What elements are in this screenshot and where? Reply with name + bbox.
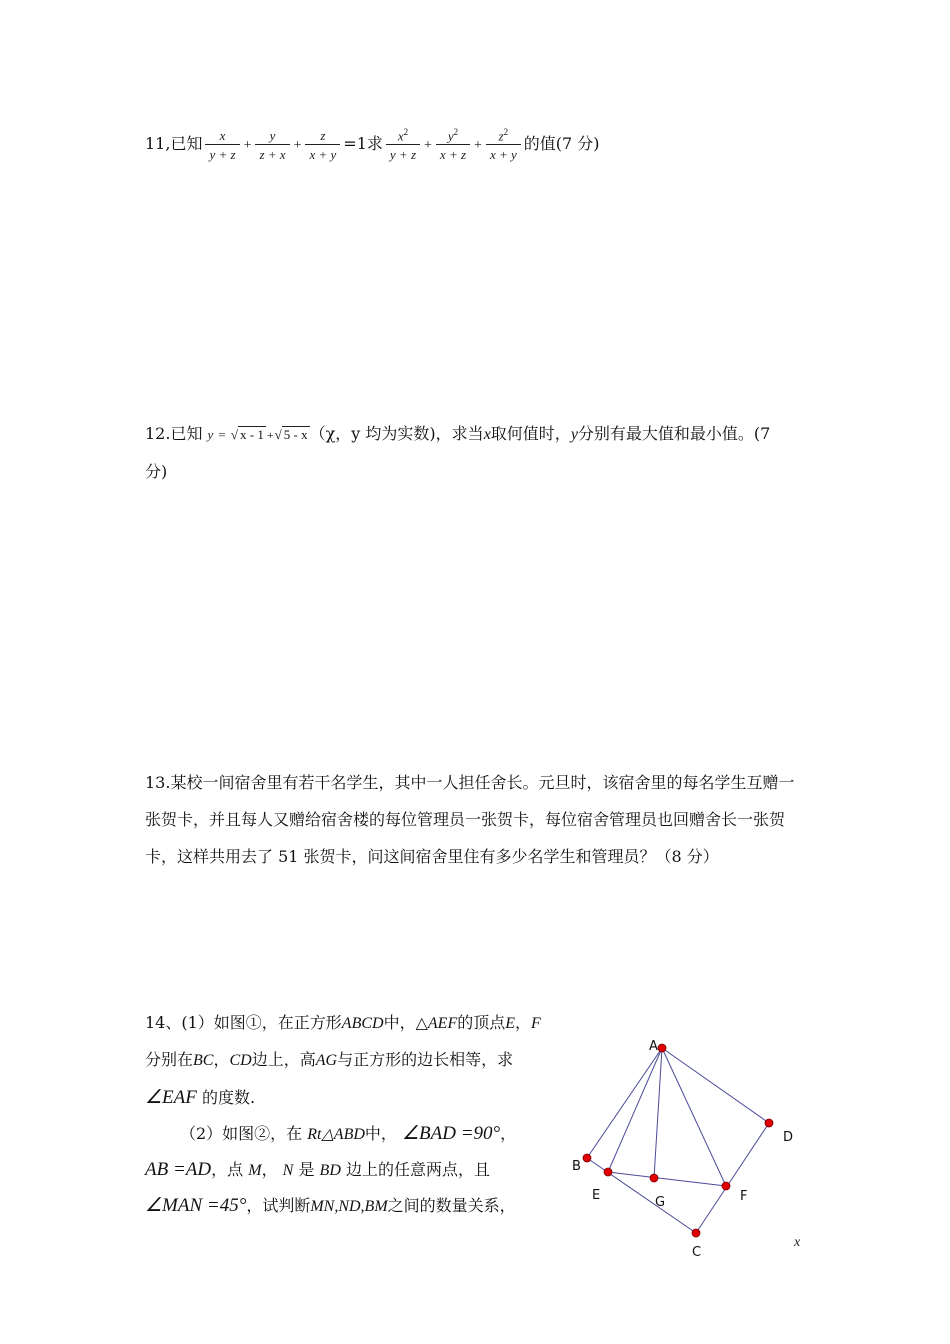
q14-text-5d: 边上的任意两点，且 bbox=[345, 1160, 490, 1179]
stray-x-mark: x bbox=[794, 1235, 801, 1250]
label-d: D bbox=[783, 1130, 794, 1145]
q14-line-1 bbox=[145, 1015, 541, 1032]
label-c: C bbox=[692, 1245, 702, 1260]
q14-line-3 bbox=[145, 1088, 255, 1107]
square-geometry-figure bbox=[560, 1030, 820, 1270]
q13-line-2: 张贺卡，并且每人又赠给宿舍楼的每位管理员一张贺卡，每位宿舍管理员也回赠舍长一张贺 bbox=[145, 810, 786, 829]
q14-text-6c: 之间的数量关系， bbox=[387, 1196, 516, 1215]
q14-ag: AG bbox=[315, 1052, 338, 1069]
point-f bbox=[722, 1182, 730, 1190]
q14-ab-ad: AB =AD bbox=[145, 1159, 212, 1180]
sqrt-x-minus-1: √ x - 1 bbox=[230, 427, 264, 442]
q12-paren: （χ，y 均为实数)，求当 bbox=[309, 424, 484, 443]
segment-ag bbox=[654, 1048, 662, 1178]
q14-mn-nd-bm: MN,ND,BM bbox=[310, 1198, 388, 1215]
point-g bbox=[650, 1174, 658, 1182]
q12-prefix: 12.已知 bbox=[145, 424, 203, 443]
q11-equals: =1 bbox=[343, 134, 367, 154]
question-12: 12.已知 y = √ x - 1 +√ 5 - x （χ，y 均为实数)，求当x取何值时，y分别有最大值和最小值。(7 bbox=[145, 424, 771, 443]
segment-cd bbox=[696, 1123, 769, 1233]
q14-text-1c: 的顶点 bbox=[457, 1013, 506, 1032]
label-a: A bbox=[649, 1039, 658, 1054]
q14-n: N bbox=[282, 1162, 294, 1179]
label-b: B bbox=[572, 1159, 581, 1174]
segment-ef bbox=[608, 1172, 726, 1186]
q14-text-5c: 是 bbox=[298, 1160, 315, 1179]
q14-text-6b: ，试判断 bbox=[246, 1196, 311, 1215]
q14-text-4b: 中， bbox=[364, 1124, 397, 1143]
fraction-x2-over-yz: $\frac{x^2}{y + z}$ bbox=[386, 128, 420, 161]
q14-text-5b: ， bbox=[261, 1160, 278, 1179]
q12-x-var: x bbox=[483, 426, 491, 443]
question-12-line-2 bbox=[145, 464, 167, 480]
sqrt-5-minus-x: √ 5 - x bbox=[274, 427, 308, 442]
q14-angle-man: ∠MAN =45° bbox=[145, 1195, 247, 1216]
q14-text-4c: ， bbox=[500, 1124, 517, 1143]
q14-text-3b: 的度数. bbox=[201, 1088, 256, 1107]
q14-text-2b: ， bbox=[213, 1050, 230, 1069]
q14-line-5 bbox=[145, 1160, 490, 1179]
fraction-z-over-xy: $\frac{z}{x + y}$ bbox=[305, 129, 340, 161]
question-13 bbox=[145, 764, 810, 875]
q14-text-5a: ，点 bbox=[211, 1160, 244, 1179]
q14-line-6 bbox=[145, 1196, 516, 1215]
q11-suffix: 的值(7 分) bbox=[523, 134, 600, 154]
fraction-x-over-yz: $\frac{x}{y + z}$ bbox=[205, 129, 239, 161]
q14-text-2c: 边上，高 bbox=[251, 1050, 316, 1069]
q14-text-1b: 中，△ bbox=[383, 1013, 428, 1032]
q14-line-4 bbox=[180, 1124, 516, 1143]
q12-mid: 取何值时， bbox=[490, 424, 571, 443]
segment-ae bbox=[608, 1048, 662, 1172]
point-e bbox=[604, 1168, 612, 1176]
q13-line-1: 13.某校一间宿舍里有若干名学生，其中一人担任舍长。元旦时，该宿舍里的每名学生互赠一 bbox=[145, 773, 795, 792]
q14-angle-eaf: ∠EAF bbox=[145, 1087, 197, 1108]
q14-m: M bbox=[248, 1162, 262, 1179]
q14-rt-abd: Rt△ABD bbox=[307, 1126, 365, 1143]
q14-aef: AEF bbox=[427, 1015, 458, 1032]
q14-angle-bad: ∠BAD =90° bbox=[402, 1123, 501, 1144]
label-g: G bbox=[655, 1195, 666, 1210]
q13-line-3: 卡，这样共用去了 51 张贺卡，问这间宿舍里住有多少名学生和管理员？（8 分） bbox=[145, 847, 719, 866]
q14-line-2 bbox=[145, 1052, 513, 1069]
question-11: 11,已知 $\frac{x}{y + z}$ + $\frac{y}{z + x}$ + $\frac{z}{x + y}$ =1求 $\frac{x^2}{y + z}$ + $\frac{y^2}{x + z}$ + $\frac{z^2}{x + y}$ 的值(7 分) bbox=[145, 127, 600, 163]
label-f: F bbox=[740, 1189, 748, 1204]
figure-points bbox=[583, 1044, 773, 1237]
q14-cd: CD bbox=[229, 1052, 252, 1069]
point-c bbox=[692, 1229, 700, 1237]
q12-tail: 分别有最大值和最小值。(7 bbox=[577, 424, 771, 443]
q12-line2-text: 分) bbox=[145, 462, 168, 481]
segment-ad bbox=[662, 1048, 769, 1123]
figure-lines bbox=[587, 1048, 769, 1233]
segment-af bbox=[662, 1048, 726, 1186]
q11-ask: 求 bbox=[366, 134, 383, 154]
q11-prefix: 11,已知 bbox=[145, 134, 203, 154]
q14-e: E bbox=[505, 1015, 516, 1032]
point-b bbox=[583, 1154, 591, 1162]
q14-bd: BD bbox=[319, 1162, 341, 1179]
point-a bbox=[658, 1044, 666, 1052]
q14-comma: ， bbox=[515, 1013, 532, 1032]
segment-ab bbox=[587, 1048, 662, 1158]
segment-bc bbox=[587, 1158, 696, 1233]
fraction-y2-over-xz: $\frac{y^2}{x + z}$ bbox=[436, 128, 470, 161]
fraction-z2-over-xy: $\frac{z^2}{x + y}$ bbox=[486, 128, 521, 161]
q12-y-var: y bbox=[570, 426, 578, 443]
q12-equals: = bbox=[218, 427, 226, 442]
q14-text-2d: 与正方形的边长相等，求 bbox=[337, 1050, 514, 1069]
q14-f: F bbox=[531, 1015, 541, 1032]
q14-text-4a: （2）如图②，在 bbox=[180, 1124, 303, 1143]
q14-text-2a: 分别在 bbox=[145, 1050, 194, 1069]
q14-bc: BC bbox=[193, 1052, 214, 1069]
fraction-y-over-zx: $\frac{y}{z + x}$ bbox=[255, 129, 289, 161]
q12-y: y bbox=[207, 427, 214, 442]
label-e: E bbox=[592, 1188, 601, 1203]
q14-text-1a: 14、(1）如图①，在正方形 bbox=[145, 1013, 342, 1032]
point-d bbox=[765, 1119, 773, 1127]
q14-abcd: ABCD bbox=[341, 1015, 384, 1032]
